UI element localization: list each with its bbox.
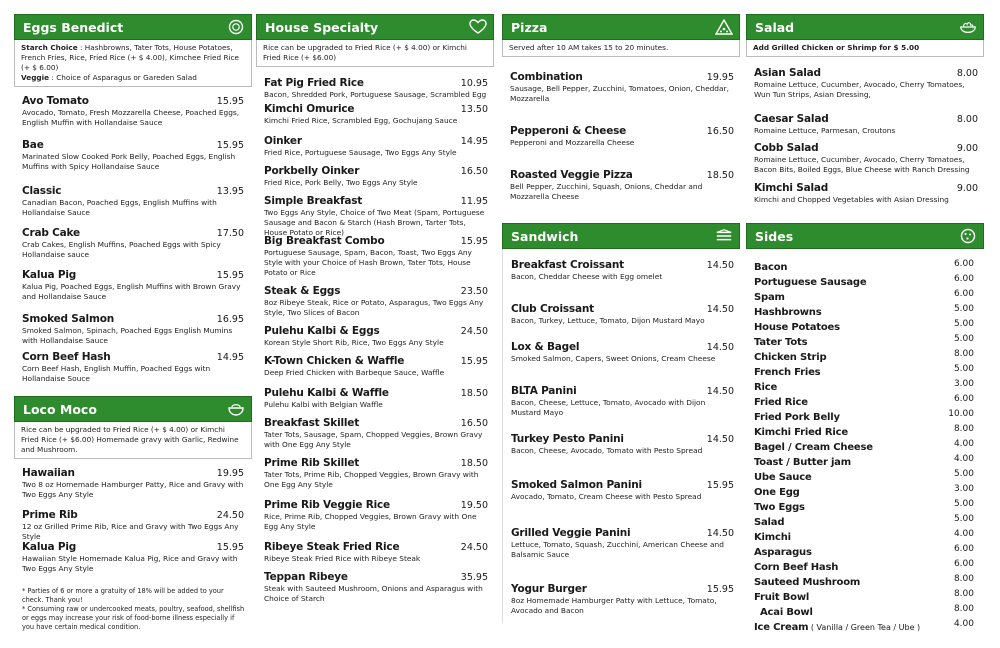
menu-item <box>510 71 736 125</box>
item-price: 5.00 <box>953 499 974 509</box>
item-desc: Lettuce, Tomato, Squash, Zucchini, American Cheese and Balsamic Sauce <box>511 540 724 559</box>
item-name: Ribeye Steak Fried Rice <box>264 541 400 553</box>
section-header-eggs-benedict <box>14 14 252 40</box>
item-name: Teppan Ribeye <box>264 571 348 583</box>
item-name: Sauteed Mushroom <box>754 577 861 588</box>
section-header-salad <box>746 14 984 40</box>
item-price: 8.00 <box>956 114 978 125</box>
section-title: Eggs Benedict <box>23 19 124 35</box>
side-item <box>754 452 976 467</box>
salad-note: Add Grilled Chicken or Shrimp for $ 5.00 <box>746 40 984 57</box>
column-2 <box>256 14 494 607</box>
item-price: 15.95 <box>216 96 244 107</box>
menu-item <box>754 67 980 113</box>
footnote: * Parties of 6 or more a gratuity of 18% will be added to your check. Thank you! <box>22 587 224 604</box>
item-price: 5.00 <box>953 364 974 374</box>
item-name: Fried Rice <box>754 397 808 408</box>
item-desc: Romaine Lettuce, Cucumber, Avocado, Cherry Tomatoes, Bacon Bits, Boiled Eggs, Blue Cheese with Ranch Dressing <box>754 155 970 174</box>
menu-item <box>22 509 246 541</box>
item-price: 14.50 <box>706 528 734 539</box>
sandwich-icon <box>715 227 733 245</box>
item-name: Fat Pig Fried Rice <box>264 77 364 89</box>
item-price: 8.00 <box>953 604 974 614</box>
side-item <box>754 392 976 407</box>
side-item <box>754 362 976 377</box>
item-name: Smoked Salmon <box>22 313 114 325</box>
item-name: Big Breakfast Combo <box>264 235 385 247</box>
salad-list <box>746 57 984 208</box>
menu-item <box>22 227 246 269</box>
menu-item <box>511 527 736 583</box>
item-price: 9.00 <box>956 183 978 194</box>
item-desc: Rice, Prime Rib, Chopped Veggies, Brown Gravy with One Egg Any Style <box>264 512 477 531</box>
menu-item <box>510 125 736 169</box>
item-price: 18.50 <box>460 458 488 469</box>
menu-item <box>22 185 246 227</box>
item-desc: Bacon, Cheese, Avocado, Tomato with Pesto Spread <box>511 446 703 455</box>
menu-item <box>511 583 736 623</box>
item-price: 3.00 <box>953 484 974 494</box>
item-price: 15.95 <box>460 356 488 367</box>
section-header-sides <box>746 223 984 249</box>
side-item <box>754 287 976 302</box>
side-item <box>754 467 976 482</box>
item-price: 23.50 <box>460 286 488 297</box>
sides-section <box>746 223 984 632</box>
side-item <box>754 422 976 437</box>
item-name: Oinker <box>264 135 302 147</box>
item-name: Tater Tots <box>754 337 808 348</box>
menu-item <box>264 499 490 541</box>
item-desc: Bell Pepper, Zucchini, Squash, Onions, Cheddar and Mozzarella Cheese <box>510 182 703 201</box>
item-name: Steak & Eggs <box>264 285 341 297</box>
item-price: 6.00 <box>953 559 974 569</box>
item-price: 18.50 <box>706 170 734 181</box>
column-1 <box>14 14 252 395</box>
item-name: Hawaiian <box>22 467 75 479</box>
item-price: 35.95 <box>460 572 488 583</box>
item-name: Two Eggs <box>754 502 805 513</box>
item-desc: Tater Tots, Prime Rib, Chopped Veggies, Brown Gravy with One Egg Any Style <box>264 470 479 489</box>
menu-item <box>511 479 736 527</box>
side-item <box>754 617 976 632</box>
item-desc: Portuguese Sausage, Spam, Bacon, Toast, Two Eggs Any Style with your Choice of Hash Brown, Tater Tots, House Potato or Rice <box>264 248 472 277</box>
sandwich-list <box>502 249 740 623</box>
item-price: 8.00 <box>956 68 978 79</box>
item-desc: Pepperoni and Mozzarella Cheese <box>510 138 635 147</box>
item-name: Chicken Strip <box>754 352 827 363</box>
menu-item <box>22 541 246 587</box>
item-price: 15.95 <box>216 270 244 281</box>
menu-item <box>264 325 490 355</box>
section-title: Sandwich <box>511 228 579 244</box>
item-name: Rice <box>754 382 778 393</box>
item-name: Ube Sauce <box>754 472 812 483</box>
item-desc: Korean Style Short Rib, Rice, Two Eggs Any Style <box>264 338 444 347</box>
item-name: Spam <box>754 292 785 303</box>
item-price: 5.00 <box>953 514 974 524</box>
side-item <box>754 272 976 287</box>
menu-item <box>264 135 490 165</box>
menu-item <box>22 95 246 139</box>
item-name: Corn Beef Hash <box>754 562 839 573</box>
bowl-icon <box>227 400 245 418</box>
item-desc: 8oz Ribeye Steak, Rice or Potato, Asparagus, Two Eggs Any Style, Two Slices of Bacon <box>264 298 484 317</box>
item-name: Kalua Pig <box>22 541 77 553</box>
side-item <box>754 482 976 497</box>
item-desc: Bacon, Cheese, Lettuce, Tomato, Avocado with Dijon Mustard Mayo <box>511 398 706 417</box>
item-price: 14.50 <box>706 434 734 445</box>
menu-item <box>22 313 246 351</box>
item-name: House Potatoes <box>754 322 840 333</box>
item-price: 16.50 <box>706 126 734 137</box>
item-name: Ice Cream <box>754 622 809 633</box>
item-name: Classic <box>22 185 62 197</box>
note-label: Starch Choice <box>21 43 78 52</box>
item-name: Fried Pork Belly <box>754 412 840 423</box>
item-name: K-Town Chicken & Waffle <box>264 355 405 367</box>
item-desc: Deep Fried Chicken with Barbeque Sauce, Waffle <box>264 368 445 377</box>
menu-item <box>510 169 736 209</box>
item-desc: Marinated Slow Cooked Pork Belly, Poached Eggs, English Muffins with Spicy Hollandaise Sauce <box>22 152 236 171</box>
side-item <box>754 587 976 602</box>
menu-item <box>264 457 490 499</box>
item-price: 14.95 <box>460 136 488 147</box>
section-header-house-specialty <box>256 14 494 40</box>
menu-item <box>22 467 246 509</box>
loco-moco-note: Rice can be upgraded to Fried Rice (+ $ 4.00) or Kimchi Fried Rice (+ $6.00) Homemade gravy with Garlic, Redwine and Mushroom. <box>14 422 252 459</box>
item-price: 17.50 <box>216 228 244 239</box>
side-item <box>754 302 976 317</box>
salad-bowl-icon <box>959 18 977 36</box>
sandwich-section <box>502 223 740 623</box>
item-name: Kimchi Salad <box>754 182 829 194</box>
menu-item <box>511 385 736 433</box>
menu-item <box>264 541 490 571</box>
item-desc: 12 oz Grilled Prime Rib, Rice and Gravy with Two Eggs Any Style <box>22 522 239 541</box>
item-price: 8.00 <box>953 349 974 359</box>
menu-item <box>754 182 980 208</box>
section-header-sandwich <box>502 223 740 249</box>
menu-item <box>264 165 490 195</box>
item-desc: Avocado, Tomato, Fresh Mozzarella Cheese, Poached Eggs, English Muffin with Hollandaise Sauce <box>22 108 240 127</box>
side-item <box>754 407 976 422</box>
item-price: 15.95 <box>216 542 244 553</box>
item-price: 6.00 <box>953 289 974 299</box>
item-desc: Bacon, Turkey, Lettuce, Tomato, Dijon Mustard Mayo <box>511 316 705 325</box>
menu-item <box>511 341 736 385</box>
item-desc: Pulehu Kalbi with Belgian Waffle <box>264 400 383 409</box>
section-title: Salad <box>755 19 795 35</box>
menu-item <box>22 139 246 185</box>
item-desc: Hawaiian Style Homemade Kalua Pig, Rice and Gravy with Two Eggs Any Style <box>22 554 238 573</box>
column-4 <box>746 14 984 208</box>
item-desc: Smoked Salmon, Capers, Sweet Onions, Cream Cheese <box>511 354 716 363</box>
menu-item <box>511 259 736 303</box>
menu-item <box>22 269 246 313</box>
item-price: 10.95 <box>460 78 488 89</box>
item-name: Roasted Veggie Pizza <box>510 169 633 181</box>
note-text: : Hashbrowns, Tater Tots, House Potatoes, French Fries, Rice, Fried Rice (+ $ 4.00), Kimchee Fried Rice (+ $ 6.00) <box>21 43 240 72</box>
item-name: Breakfast Croissant <box>511 259 624 271</box>
item-name: Acai Bowl <box>760 607 813 618</box>
side-item <box>754 512 976 527</box>
section-title: House Specialty <box>265 19 379 35</box>
starch-note <box>14 40 252 87</box>
item-price: 14.50 <box>706 304 734 315</box>
item-name: Yogur Burger <box>511 583 587 595</box>
note-label: Veggie <box>21 73 50 82</box>
item-price: 24.50 <box>460 542 488 553</box>
menu-item <box>264 571 490 607</box>
item-name: Prime Rib Skillet <box>264 457 360 469</box>
side-item <box>754 437 976 452</box>
item-name: Kimchi <box>754 532 791 543</box>
item-name: Asparagus <box>754 547 812 558</box>
item-name: Fruit Bowl <box>754 592 810 603</box>
item-desc: Fried Rice, Portuguese Sausage, Two Eggs Any Style <box>264 148 457 157</box>
item-price: 13.95 <box>216 186 244 197</box>
menu-item <box>754 142 980 182</box>
item-name: Lox & Bagel <box>511 341 580 353</box>
item-name: Kimchi Fried Rice <box>754 427 848 438</box>
note-text: : Choice of Asparagus or Gareden Salad <box>49 73 197 82</box>
item-desc: Bacon, Shredded Pork, Portuguese Sausage, Scrambled Egg <box>264 90 487 99</box>
section-title: Pizza <box>511 19 548 35</box>
side-item <box>754 317 976 332</box>
item-price: 14.50 <box>706 260 734 271</box>
item-price: 6.00 <box>953 394 974 404</box>
item-name: Smoked Salmon Panini <box>511 479 642 491</box>
item-price: 8.00 <box>953 589 974 599</box>
item-desc: Smoked Salmon, Spinach, Poached Eggs English Mumins with Hollandaise Sauce <box>22 326 233 345</box>
item-name: Grilled Veggie Panini <box>511 527 631 539</box>
item-name: One Egg <box>754 487 800 498</box>
item-name: Bagel / Cream Cheese <box>754 442 873 453</box>
item-price: 10.00 <box>948 409 974 419</box>
item-name: Caesar Salad <box>754 113 829 125</box>
item-name: Kimchi Omurice <box>264 103 355 115</box>
menu-item <box>511 303 736 341</box>
item-name: Avo Tomato <box>22 95 89 107</box>
section-header-pizza <box>502 14 740 40</box>
menu-item <box>264 195 490 235</box>
item-desc: Kimchi Fried Rice, Scrambled Egg, Gochujang Sauce <box>264 116 458 125</box>
item-desc: Corn Beef Hash, English Muffin, Poached Eggs witn Hollandaise Souce <box>22 364 211 383</box>
item-price: 4.00 <box>953 529 974 539</box>
item-desc: 8oz Homemade Hamburger Patty with Lettuce, Tomato, Avocado and Bacon <box>511 596 717 615</box>
item-price: 11.95 <box>460 196 488 207</box>
pizza-note: Served after 10 AM takes 15 to 20 minutes. <box>502 40 740 57</box>
side-item <box>754 527 976 542</box>
item-name: Club Croissant <box>511 303 594 315</box>
item-price: 4.00 <box>953 454 974 464</box>
cookie-icon <box>959 227 977 245</box>
item-price: 6.00 <box>953 274 974 284</box>
heart-icon <box>469 18 487 36</box>
item-name: Pepperoni & Cheese <box>510 125 627 137</box>
item-price: 8.00 <box>953 424 974 434</box>
side-item <box>754 332 976 347</box>
item-price: 24.50 <box>216 510 244 521</box>
item-price: 6.00 <box>953 544 974 554</box>
item-price: 5.00 <box>953 469 974 479</box>
item-desc: Fried Rice, Pork Belly, Two Eggs Any Style <box>264 178 418 187</box>
house-specialty-list <box>256 67 494 607</box>
item-name: Turkey Pesto Panini <box>511 433 624 445</box>
column-3 <box>502 14 740 209</box>
item-price: 14.50 <box>706 386 734 397</box>
menu-item <box>264 285 490 325</box>
item-price: 14.95 <box>216 352 244 363</box>
menu-item <box>264 77 490 103</box>
item-name: Bacon <box>754 262 788 273</box>
side-item <box>754 572 976 587</box>
item-price: 15.95 <box>460 236 488 247</box>
side-item <box>754 257 976 272</box>
item-price: 13.50 <box>460 104 488 115</box>
item-desc: Bacon, Cheddar Cheese with Egg omelet <box>511 272 663 281</box>
item-desc: Avocado, Tomato, Cream Cheese with Pesto Spread <box>511 492 702 501</box>
item-name: Cobb Salad <box>754 142 819 154</box>
item-name: Combination <box>510 71 583 83</box>
item-desc: Romaine Lettuce, Parmesan, Croutons <box>754 126 896 135</box>
item-desc: Crab Cakes, English Muffins, Poached Eggs with Spicy Hollandaise sauce <box>22 240 221 259</box>
item-name: Corn Beef Hash <box>22 351 111 363</box>
menu-item <box>264 387 490 417</box>
item-name: Porkbelly Oinker <box>264 165 360 177</box>
item-price: 16.95 <box>216 314 244 325</box>
pizza-list <box>502 57 740 209</box>
menu-item <box>264 103 490 135</box>
item-name: Pulehu Kalbi & Waffle <box>264 387 389 399</box>
side-item <box>754 497 976 512</box>
item-desc: Sausage, Bell Pepper, Zucchini, Tomatoes, Onion, Cheddar, Mozzarella <box>510 84 729 103</box>
item-name: BLTA Panini <box>511 385 577 397</box>
item-price: 24.50 <box>460 326 488 337</box>
item-name: Bae <box>22 139 44 151</box>
item-price: 15.95 <box>706 480 734 491</box>
item-price: 3.00 <box>953 379 974 389</box>
item-price: 19.95 <box>216 468 244 479</box>
item-price: 4.00 <box>953 439 974 449</box>
item-desc: Romaine Lettuce, Cucumber, Avocado, Cherry Tomatoes, Wun Tun Strips, Asian Dressing, <box>754 80 965 99</box>
item-price: 19.50 <box>460 500 488 511</box>
section-header-loco-moco <box>14 396 252 422</box>
menu-item <box>264 235 490 285</box>
menu-item <box>511 433 736 479</box>
section-title: Loco Moco <box>23 401 97 417</box>
item-price: 15.95 <box>216 140 244 151</box>
item-price: 18.50 <box>460 388 488 399</box>
side-item <box>754 542 976 557</box>
side-item <box>754 347 976 362</box>
item-price: 5.00 <box>953 319 974 329</box>
menu-item <box>22 351 246 395</box>
plate-icon <box>227 18 245 36</box>
item-price: 16.50 <box>460 418 488 429</box>
item-name: Prime Rib <box>22 509 78 521</box>
menu-item <box>264 355 490 387</box>
item-desc: Canadian Bacon, Poached Eggs, English Muffins with Hollandaise Sauce <box>22 198 217 217</box>
item-desc: Kimchi and Chopped Vegetables with Asian Dressing <box>754 195 949 204</box>
item-price: 19.95 <box>706 72 734 83</box>
menu-item <box>264 417 490 457</box>
item-name: Salad <box>754 517 785 528</box>
house-specialty-note: Rice can be upgraded to Fried Rice (+ $ 4.00) or Kimchi Fried Rice (+ $6.00) <box>256 40 494 67</box>
item-desc: Two Eggs Any Style, Choice of Two Meat (Spam, Portuguese Sausage and Bacon & Starch (Hash Brown, Tarter Tots, House Potato or Rice) <box>264 208 485 237</box>
pizza-icon <box>715 18 733 36</box>
item-price: 5.00 <box>953 334 974 344</box>
item-desc: Ribeye Steak Fried Rice with Ribeye Steak <box>264 554 421 563</box>
item-price: 14.50 <box>706 342 734 353</box>
item-name: Simple Breakfast <box>264 195 363 207</box>
item-desc: Steak with Sauteed Mushroom, Onions and Asparagus with Choice of Starch <box>264 584 483 603</box>
eggs-benedict-list <box>14 87 252 395</box>
item-name: Toast / Butter jam <box>754 457 851 468</box>
item-desc: Two 8 oz Homemade Hamburger Patty, Rice and Gravy with Two Eggs Any Style <box>22 480 244 499</box>
item-options: ( Vanilla / Green Tea / Ube ) <box>808 623 921 632</box>
section-title: Sides <box>755 228 794 244</box>
item-desc: Tater Tots, Sausage, Spam, Chopped Veggies, Brown Gravy with One Egg Any Style <box>264 430 483 449</box>
footnote: * Consuming raw or undercooked meats, poultry, seafood, shellfish or eggs may increase your risk of food-borne illness especially if you have certain medical condition. <box>22 605 245 631</box>
item-price: 5.00 <box>953 304 974 314</box>
item-price: 9.00 <box>956 143 978 154</box>
menu-item <box>754 113 980 142</box>
side-item <box>754 557 976 572</box>
sides-list <box>746 249 984 632</box>
item-name: Crab Cake <box>22 227 80 239</box>
item-price: 6.00 <box>953 259 974 269</box>
item-name: Portuguese Sausage <box>754 277 867 288</box>
item-price: 15.95 <box>706 584 734 595</box>
item-desc: Kalua Pig, Poached Eggs, English Muffins with Brown Gravy and Hollandaise Sauce <box>22 282 241 301</box>
item-name: Asian Salad <box>754 67 821 79</box>
loco-moco-section <box>14 396 252 632</box>
item-name: Hashbrowns <box>754 307 822 318</box>
item-price: 4.00 <box>953 619 974 629</box>
side-item <box>754 377 976 392</box>
item-name: Kalua Pig <box>22 269 77 281</box>
loco-moco-list <box>14 459 252 632</box>
item-name: Breakfast Skillet <box>264 417 360 429</box>
item-price: 8.00 <box>953 574 974 584</box>
side-item <box>754 602 976 617</box>
item-name: Prime Rib Veggie Rice <box>264 499 390 511</box>
item-name: French Fries <box>754 367 821 378</box>
item-name: Pulehu Kalbi & Eggs <box>264 325 380 337</box>
item-price: 16.50 <box>460 166 488 177</box>
